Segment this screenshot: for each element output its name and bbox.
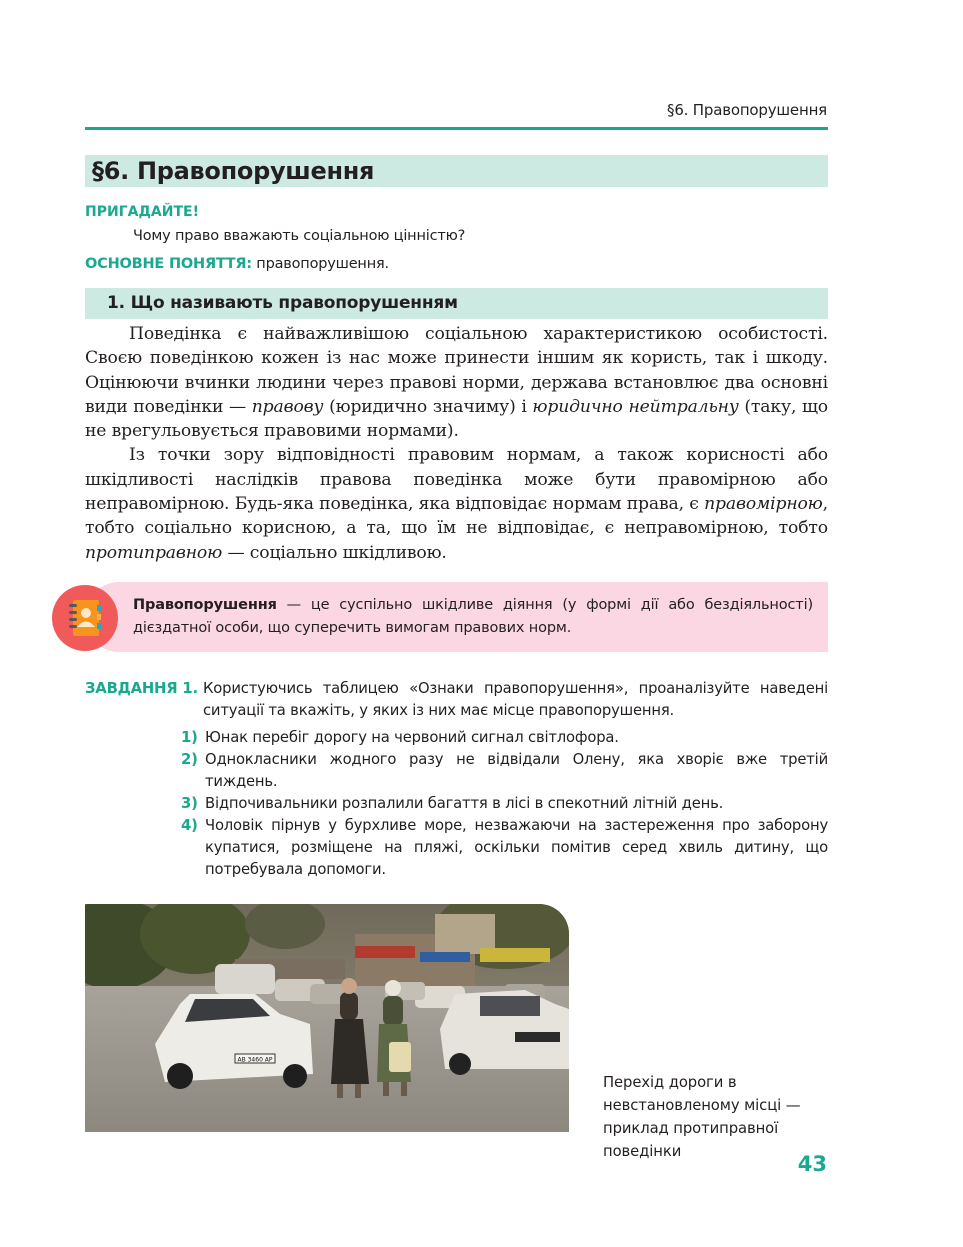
text-run: (юридично значиму) і (323, 396, 533, 417)
running-head: §6. Правопорушення (667, 101, 827, 119)
text-run: , тобто соціально корисною, а та, що їм не відповідає, є неправомірною, тобто (85, 494, 828, 539)
task-item-number: 3) (181, 795, 198, 812)
street-crossing-photo (85, 904, 569, 1132)
remember-label: ПРИГАДАЙТЕ! (85, 204, 199, 220)
task-list (181, 727, 828, 881)
page-number: 43 (797, 1152, 827, 1176)
task-item-text: Відпочивальники розпалили багаття в лісі в спекотний літній день. (205, 795, 724, 812)
text-run: — соціально шкідливою. (222, 542, 447, 563)
license-plate: АВ 3460 АР (237, 1056, 273, 1064)
italic-term: протиправною (85, 542, 223, 563)
task-item (181, 815, 828, 881)
task-item (181, 793, 828, 815)
definition-text (133, 594, 813, 640)
task-item-text: Юнак перебіг дорогу на червоний сигнал світлофора. (205, 729, 619, 746)
task-item (181, 749, 828, 793)
task-item-text: Чоловік пірнув у бурхливе море, незважаючи на застереження про заборону купатися, розміщене на пляжі, оскільки помітив серед хвиль дитину, що потребувала допомоги. (205, 817, 828, 878)
task-item-number: 2) (181, 751, 198, 768)
header-rule (85, 127, 828, 130)
task-item-number: 4) (181, 817, 198, 834)
italic-term: правомірною (704, 494, 823, 515)
paragraph-2 (85, 443, 828, 564)
remember-question: Чому право вважають соціальною цінністю? (133, 228, 466, 244)
contacts-book-icon (52, 585, 118, 651)
task-label: ЗАВДАННЯ 1. (85, 680, 198, 697)
photo-caption: Перехід дороги в невстановленому місці — приклад протиправної поведінки (603, 1074, 801, 1160)
task-item (181, 727, 828, 749)
task-item-text: Однокласники жодного разу не відвідали Олену, яка хворіє вже третій тиждень. (205, 751, 828, 790)
key-concept-value: правопорушення. (251, 256, 389, 272)
key-concept-label: ОСНОВНЕ ПОНЯТТЯ: (85, 256, 252, 272)
italic-term: правову (251, 396, 324, 417)
section-title: §6. Правопорушення (92, 157, 375, 185)
text-run: Із точки зору відповідності правовим нормам, а також корисності або шкідливості наслідків правова поведінка може бути правомірною або неправомірною. Будь-яка поведінка, яка відповідає нормам права, є (85, 445, 828, 515)
paragraph-1 (85, 322, 828, 443)
italic-term: юридично нейтральну (532, 396, 739, 417)
definition-term: Правопорушення (133, 597, 277, 613)
body-text (85, 322, 828, 565)
text-run: Поведінка є найважливішою соціальною характеристикою особистості. Своєю поведінкою кожен із нас може принести іншим як користь, так і шкоду. Оцінюючи вчинки людини через правові норми, держава встановлює два основні види поведінки — (85, 324, 828, 417)
key-concept (85, 256, 389, 272)
text-run: (таку, що не врегульовується правовими нормами). (85, 396, 828, 442)
subsection-title: 1. Що називають правопорушенням (107, 293, 458, 313)
definition-body: — це суспільно шкідливе діяння (у формі дії або бездіяльності) дієздатної особи, що суперечить вимогам правових норм. (133, 597, 813, 636)
task-text: Користуючись таблицею «Ознаки правопорушення», проаналізуйте наведені ситуації та вкажіть, у яких із них має місце правопорушення. (203, 680, 828, 719)
task-item-number: 1) (181, 729, 198, 746)
